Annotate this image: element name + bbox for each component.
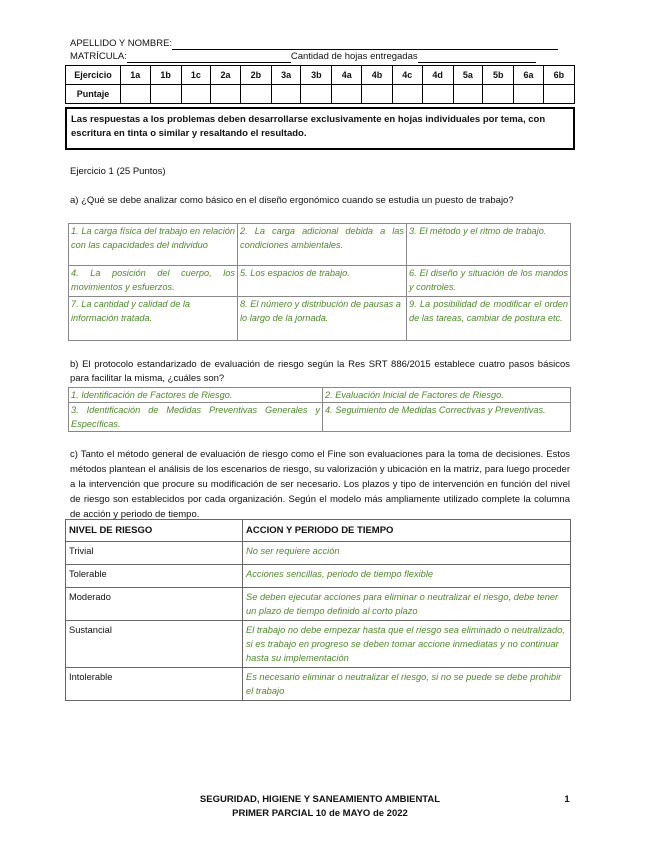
answer-b-cell: 3. Identificación de Medidas Preventivas Generales y Específicas. [69,403,323,432]
exercise-cell: 4c [393,66,423,85]
risk-level: Sustancial [66,621,243,668]
score-row-label: Puntaje [66,85,121,104]
answer-a-cell: 6. El diseño y situación de los mandos y controles. [407,266,571,297]
matricula-line [70,51,536,63]
question-b: b) El protocolo estandarizado de evaluación de riesgo según la Res SRT 886/2015 establece cuatro pasos básicos para facilitar la misma, ¿cuáles son? [70,359,570,384]
risk-level: Intolerable [66,668,243,701]
answer-a-cell: 1. La carga física del trabajo en relación con las capacidades del individuo [69,224,238,266]
score-cell[interactable] [332,85,362,104]
risk-action-header: ACCION Y PERIODO DE TIEMPO [243,520,571,542]
score-cell[interactable] [240,85,271,104]
exercise-cell: 1a [121,66,151,85]
hojas-blank[interactable] [418,52,536,63]
exercise-cell: 6a [514,66,544,85]
page-number: 1 [564,794,570,805]
risk-row [66,621,571,668]
exercise-cell: 4b [362,66,393,85]
risk-action: No ser requiere acción [243,542,571,565]
risk-table-header [66,520,571,542]
score-row [66,85,575,104]
footer-course: SEGURIDAD, HIGIENE Y SANEAMIENTO AMBIENTAL [199,794,441,805]
score-cell[interactable] [121,85,151,104]
footer-exam-date: PRIMER PARCIAL 10 de MAYO de 2022 [232,808,408,819]
risk-row [66,565,571,588]
name-label: APELLIDO Y NOMBRE: [70,38,173,49]
risk-row [66,542,571,565]
score-cell[interactable] [181,85,211,104]
exercise-cell: 1c [181,66,211,85]
risk-action: Acciones sencillas, periodo de tiempo flexible [243,565,571,588]
score-table [65,65,575,104]
answer-b-table [68,387,571,432]
risk-level: Tolerable [66,565,243,588]
risk-level: Trivial [66,542,243,565]
exercise-1-title: Ejercicio 1 (25 Puntos) [70,166,166,177]
name-line [70,38,558,50]
exercise-cell: 2b [240,66,271,85]
risk-row [66,588,571,621]
risk-action: Se deben ejecutar acciones para eliminar o neutralizar el riesgo, debe tener un plazo de tiempo definido al corto plazo [243,588,571,621]
answer-a-cell: 3. El método y el ritmo de trabajo. [407,224,571,266]
answer-a-cell: 7. La cantidad y calidad de la información tratada. [69,297,238,341]
answer-a-cell: 5. Los espacios de trabajo. [238,266,407,297]
risk-table [65,519,571,701]
exercise-cell: 2a [211,66,241,85]
hojas-label: Cantidad de hojas entregadas [290,51,418,62]
answer-a-cell: 9. La posibilidad de modificar el orden de las tareas, cambiar de postura etc. [407,297,571,341]
exercise-cell: 5a [453,66,483,85]
exercise-row-label: Ejercicio [66,66,121,85]
exercise-row [66,66,575,85]
matricula-label: MATRÍCULA: [70,51,127,62]
risk-level: Moderado [66,588,243,621]
exercise-cell: 5b [483,66,514,85]
score-cell[interactable] [543,85,574,104]
question-c: c) Tanto el método general de evaluación de riesgo como el Fine son evaluaciones para la toma de decisiones. Estos métodos plantean el análisis de los escenarios de riesgo, su valorización y ubicación en la matriz, para luego proceder a la intervención que procure su modificación de ser necesario. Los plazos y tipo de intervención en función del nivel de riesgo son establecidos por cada organización. Según el modelo más ampliamente utilizado complete la columna de acción y periodo de tiempo. [70,449,570,520]
exercise-cell: 1b [150,66,181,85]
risk-level-header: NIVEL DE RIESGO [66,520,243,542]
exercise-cell: 6b [543,66,574,85]
exercise-cell: 3b [301,66,332,85]
question-a: a) ¿Qué se debe analizar como básico en el diseño ergonómico cuando se estudia un puesto de trabajo? [70,195,514,206]
answer-a-table [68,223,571,341]
risk-row [66,668,571,701]
instructions-notice: Las respuestas a los problemas deben desarrollarse exclusivamente en hojas individuales por tema, con escritura en tinta o similar y resaltando el resultado. [65,107,575,150]
answer-b-cell: 2. Evaluación Inicial de Factores de Riesgo. [323,388,571,403]
exercise-cell: 3a [271,66,301,85]
score-cell[interactable] [271,85,301,104]
risk-action: Es necesario eliminar o neutralizar el riesgo, si no se puede se debe prohibir el trabajo [243,668,571,701]
answer-a-cell: 8. El número y distribución de pausas a lo largo de la jornada. [238,297,407,341]
footer [120,793,520,821]
score-cell[interactable] [362,85,393,104]
exercise-cell: 4a [332,66,362,85]
answer-b-cell: 1. Identificación de Factores de Riesgo. [69,388,323,403]
score-cell[interactable] [422,85,453,104]
score-cell[interactable] [301,85,332,104]
answer-a-cell: 2. La carga adicional debida a las condiciones ambientales. [238,224,407,266]
name-blank[interactable] [172,39,558,50]
score-cell[interactable] [453,85,483,104]
risk-action: El trabajo no debe empezar hasta que el riesgo sea eliminado o neutralizado, si es trabajo en progreso se deben tomar accione inmediatas y no continuar hasta su implementación [243,621,571,668]
matricula-blank[interactable] [127,52,291,63]
answer-b-cell: 4. Seguimiento de Medidas Correctivas y Preventivas. [323,403,571,432]
score-cell[interactable] [211,85,241,104]
score-cell[interactable] [514,85,544,104]
score-cell[interactable] [483,85,514,104]
score-cell[interactable] [393,85,423,104]
exercise-cell: 4d [422,66,453,85]
score-cell[interactable] [150,85,181,104]
answer-a-cell: 4. La posición del cuerpo, los movimientos y esfuerzos. [69,266,238,297]
